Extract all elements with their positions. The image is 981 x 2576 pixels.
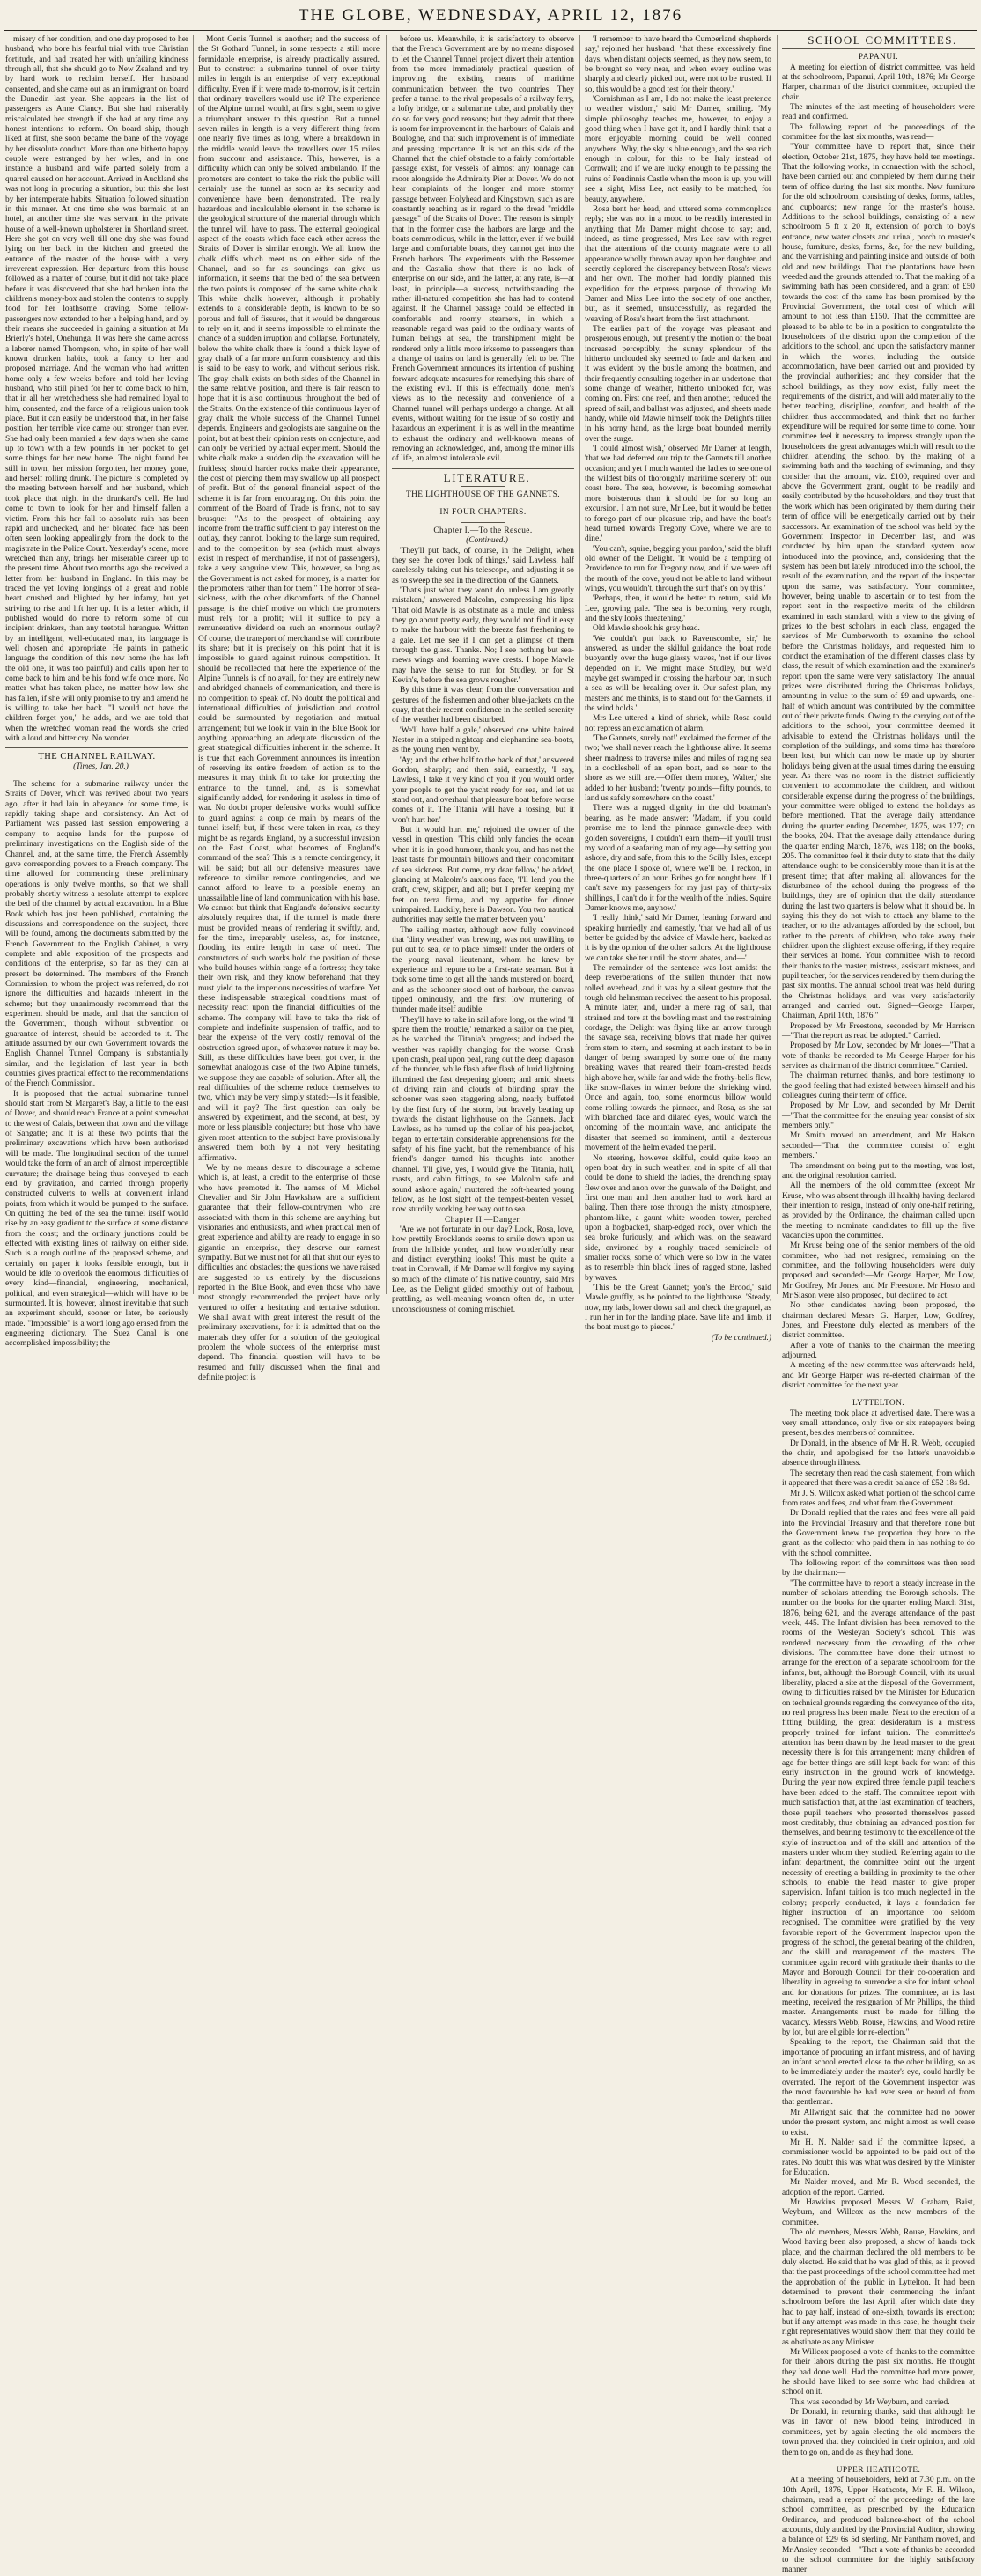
column-divider bbox=[386, 35, 387, 1294]
chapter-heading: Chapter I.—To the Rescue. bbox=[433, 526, 533, 535]
column-2 bbox=[198, 35, 380, 1383]
to-be-continued: (To be continued.) bbox=[711, 1333, 771, 1343]
story-paragraph: Old Mawle shook his gray head. bbox=[593, 624, 700, 634]
story-paragraph: There was a rugged dignity in the old boatman's bearing, as he made answer: 'Madam, if you could promise me to lend the pinnace gunwale-deep with golden sovereigns, I couldn't earn them—if you'll trust my word of a seafaring man of my age—by setting you ashore, dry and safe, from this to the Scilly Isles, except the one place I spoke of, where we'll be, I reckon, in three-quarters of an hour. Bribes go for nought here. If I can't save my passengers for my just pay of thirty-six shillings, I can't do it for the wealth of the Indies. Squire Damer knows me, anyhow.' bbox=[585, 804, 771, 913]
subheading-lyttelton: LYTTELTON. bbox=[852, 1399, 905, 1409]
story-title: THE LIGHTHOUSE OF THE GANNETS. bbox=[405, 490, 561, 500]
story-subtitle: IN FOUR CHAPTERS. bbox=[439, 508, 527, 518]
report-paragraph: Mr Willcox proposed a vote of thanks to the committee for their labors during the past six months. He thought they had done well. Had the committee had more power, he should have liked to see some who had children at school on it. bbox=[782, 2348, 975, 2397]
report-paragraph: Mr H. N. Nalder said if the committee lapsed, a commissioner would be appointed to be paid out of the rates. No doubt this was what was desired by the Minister for Education. bbox=[782, 2138, 975, 2177]
report-paragraph: The minutes of the last meeting of householders were read and confirmed. bbox=[782, 103, 975, 122]
report-paragraph: The following report of the proceedings of the committee for the last six months, was read— bbox=[782, 122, 975, 143]
report-paragraph: The amendment on being put to the meeting, was lost, and the original resolution carried. bbox=[782, 1161, 975, 1181]
section-heading-literature: LITERATURE. bbox=[443, 470, 531, 484]
report-paragraph: No other candidates having been proposed, the chairman declared Messrs G. Harper, Low, Godfrey, Jones, and Freestone duly elected as members of the district committee. bbox=[782, 1301, 975, 1341]
story-paragraph: 'That's just what they won't do, unless I am greatly mistaken,' answered Malcolm, compressing his lips: 'That old Mawle is as obstinate as a mule; and unless they go about pretty early, they would not find it easy to make the harbour with the breeze fast freshening to a gale. Let me see if I can get a glimpse of them through the glass. Thanks. No; I see nothing but sea-mews wings and foaming wave crests. I hope Mawle may have the sense to run for Studley, or for St Kevin's, before the sea grows rougher.' bbox=[392, 585, 574, 685]
column-3 bbox=[392, 35, 574, 1314]
section-rule bbox=[5, 747, 188, 748]
report-paragraph: A meeting for election of district committee, was held at the schoolroom, Papanui, April 10th, 1876; Mr George Harper, chairman of the district committee, occupied the chair. bbox=[782, 63, 975, 102]
column-4 bbox=[585, 35, 771, 1343]
masthead-title: THE GLOBE, WEDNESDAY, APRIL 12, 1876 bbox=[298, 6, 683, 25]
story-paragraph: 'Perhaps, then, it would be better to return,' said Mr Lee, growing pale. 'The sea is becoming very rough, and the sky looks threatening.' bbox=[585, 594, 771, 623]
report-paragraph: The following report of the committees was then read by the chairman:— bbox=[782, 1558, 975, 1579]
story-paragraph: 'Cornishman as I am, I do not make the least pretence to weather wisdom,' said Mr Damer, smiling. 'My simple philosophy teaches me, however, to enjoy a good thing when I have got it, and I hardly think that a more enjoyable morning could be well conned anywhere. Why, the sky is blue enough, and the sea rich enough in colour, for this to be Italy instead of Cornwall; and if we are lucky enough to be passing the ruins of Pendinnis Castle when the moon is up, you will see a sight, Miss Lee, not easily to be matched, for beauty, anywhere.' bbox=[585, 95, 771, 204]
story-paragraph: The remainder of the sentence was lost amidst the deep reverberations of the sullen thunder that now rolled overhead, and it was by a silent gesture that the tough old helmsman received the assent to his proposal. A minute later, and, under a mere rag of sail, that strained and tore at the bowling mast and the restraining cordage, the Delight was flying like an arrow through the savage sea, receiving blows that made her quiver from stem to stern, and seeming at each instant to be in danger of being swamped by some one of the many breaking waves that reared their foam-crested heads high above her, while far and wide the frothy-bells flew, like snow-flakes in winter before the shrieking wind. Once and again, too, some enormous billow would come rolling towards the pinnace, and Rosa, as she sat with blanched face and dilated eyes, would watch the oncoming of the mountain wave, and anticipate the disaster that seemed so imminent, until a dexterous movement of the helm evaded the peril. bbox=[585, 963, 771, 1153]
report-paragraph: Mr Nalder moved, and Mr R. Wood seconded, the adoption of the report. Carried. bbox=[782, 2178, 975, 2197]
report-paragraph: Dr Donald, in returning thanks, said that although he was in favor of new blood being introduced in committees, yet by again electing the old members the town proved that they coincided in their opinion, and told them to go on, and do as they had done. bbox=[782, 2408, 975, 2457]
subheading-upper-heathcote: UPPER HEATHCOTE. bbox=[836, 2465, 921, 2475]
report-paragraph: The chairman returned thanks, and bore testimony to the good feeling that had existed between himself and his colleagues during their term of office. bbox=[782, 1071, 975, 1101]
story-paragraph: But it would hurt me,' rejoined the owner of the vessel in question. 'This child only fancies the ocean when it is in good humour, thank you, and has not the least taste for mountain billows and their concomitant of sea sickness. But come, my dear fellow,' he added, glancing at Malcolm's anxious face, 'I'll lend you the craft, crew, skipper, and all; but I prefer keeping my feet on terra firma, and my appetite for dinner unimpaired. Luckily, here is Dawson. You two nautical authorities may settle the matter between you.' bbox=[392, 826, 574, 925]
column-1 bbox=[5, 35, 188, 1349]
article-paragraph: We by no means desire to discourage a scheme which is, at least, a credit to the enterprise of those who have promoted it. The names of M. Michel Chevalier and Sir John Hawkshaw are a sufficient guarantee that their fellow-countrymen who are associated with them in this scheme are anything but visionaries and enthusiasts, and when practical men of great experience and ability are ready to engage in so gigantic an enterprise, they deserve our earnest sympathy. But we must not for all that shut our eyes to difficulties and obstacles; the questions we have raised are suggested to us entirely by the discussions reported in the Blue Book, and even those who have most strongly recommended the project have only ventured to offer a hesitating and tentative solution. We shall await with great interest the result of the preliminary excavations, for it is admitted that on the materials they offer for a solution of the geological problem the whole success of the enterprise must depend. The financial question will have to be resumed and fully discussed when the final and definite project is bbox=[198, 1163, 380, 1383]
story-paragraph: Mrs Lee uttered a kind of shriek, while Rosa could not repress an exclamation of alarm. bbox=[585, 714, 771, 733]
report-paragraph: The meeting took place at advertised date. There was a very small attendance, only five or six ratepayers being present, besides members of committee. bbox=[782, 1409, 975, 1439]
report-paragraph: Mr J. S. Willcox asked what portion of the school came from rates and fees, and what from the Government. bbox=[782, 1489, 975, 1508]
article-paragraph: misery of her condition, and one day proposed to her husband, who bore his fearful trial with true Christian fortitude, and had treated her with unfailing kindness through all, that she should go to New Zealand and try by hard work to reclaim herself. Her husband consented, and she came out as an immigrant on board the Dunedin last year. She appears in the list of passengers as Anne Clancy. But she had miserably miscalculated her strength if she had at any time any honest intentions to reform. On board ship, though liked at first, she soon became the bane of the voyage by her dissolute conduct. More than one hitherto happy couple were estranged by her wiles, and in one instance a husband and wife parted solely from a quarrel caused on her account. Arrived in Auckland she was not long in procuring a situation, but this she lost by her intemperate habits. Situation followed situation in this manner. At one time she was barmaid at an hotel, at another time she was servant in the private house of a well-known upholsterer in Shortland street. Here she got on very well till one day she was found lying on her back in the kitchen and greeted the entrance of the master of the house with a very irreverent expression. Her departure from this house followed as a matter of course, but it did not take place before it was discovered that she had broken into the children's money-box and stolen the contents to supply food for her loathsome craving. Some fellow-passengers now extended to her a helping hand, and by their means she succeeded in gaining a situation at Mr Brierly's hotel, Onehunga. It was here she came across a laborer named Thompson, who, in spite of her well known drunken habits, took a fancy to her and proposed marriage. And the woman who had written home only a few weeks before and told her loving husband, who still pined for her to come back to him, that in all her wretchedness she had remained loyal to him, consented, and the farce of a religious union took place. But it can easily be understood that, in her false position, her terrible vice came out stronger than ever. She had only been married a few days when she came up to town with a few pounds in her pocket to get some things for her new home. The night found her still in town, her mission forgotten, her money gone, and herself rolling drunk. The picture is completed by the meeting between herself and her husband, which took place that night in the drunkard's cell. He had come to town to look for her and himself fallen a victim. From this her fall to absolute ruin has been rapid and unchecked, and her bloated face has been often seen looking appealingly from the dock to the magistrate in the Police Court. Yesterday's scene, more wretched than any, brings her miserable career up to the present time. About two months ago she received a letter from her husband in England. In this may be traced the yet loving longings of a great and noble heart crushed and blighted by her infamy, but yet striving to rise and lift her up. It is a letter which, if published would do more to reform some of our incipient drinkers, than any teetotal harangue. Written by an intelligent, well-educated man, its language is well chosen and appropriate. He paints in pathetic language the condition of this new home (he has left the old one, it was too painful) and calls upon her to come back to him and be his fond wife once more. No matter what has taken place, no matter how low she has fallen, if she will only promise to try and amend he is willing to take her back. "I would not have the children forget you," he adds, and we are told that when the wretched woman read the words she cried with a loud and bitter cry. No wonder. bbox=[5, 35, 188, 744]
report-paragraph: All the members of the old committee (except Mr Kruse, who was absent through ill health) having declared their intention to resign, instead of only one-half retiring, as provided by the Ordinance, the chairman called upon the meeting to nominate candidates to fill up the five vacancies upon the committee. bbox=[782, 1181, 975, 1240]
subheading-papanui: PAPANUI. bbox=[858, 53, 899, 63]
story-paragraph: 'I remember to have heard the Cumberland shepherds say,' rejoined her husband, 'that these excessively fine days, when distant objects seemed, as they now seem, to be brought so very near, and when every outline was sharply and clearly picked out, were not to be trusted. If so, this would be a good test for their theory.' bbox=[585, 35, 771, 94]
story-paragraph: 'Are we not fortunate in our day? Look, Rosa, love, how prettily Brocklands seems to smile down upon us from the hillside yonder, and how wonderfully near and distinct everything looks! This must be quite a treat in Cornwall, if Mr Damer will forgive my saying so much of the climate of his native country,' said Mrs Lee, as the Delight glided smoothly out of harbour, prattling, as well-meaning women often do, in utter unconsciousness of coming mischief. bbox=[392, 1225, 574, 1314]
article-heading-channel-railway: THE CHANNEL RAILWAY. bbox=[38, 752, 156, 762]
report-paragraph: Mr Allwright said that the committee had no power under the present system, and might almost as well cease to exist. bbox=[782, 2108, 975, 2138]
report-paragraph: Mr Kruse being one of the senior members of the old committee, who had not resigned, remaining on the committee, and the following householders were duly proposed and seconded:—Mr George Harper, Mr Low, Mr Godfrey, Mr Jones, and Mr Freestone. Mr Hosto and Mr Slason were also proposed, but declined to act. bbox=[782, 1241, 975, 1300]
report-paragraph: "Your committee have to report that, since their election, October 21st, 1875, they have held ten meetings. That the following works, in connection with the school, have been carried out and completed by them during their term of office during the last six months. New furniture for the old schoolroom, consisting of desks, forms, tables, and cupboards; new range for the master's house. Additions to the school buildings, consisting of a new schoolroom 5 ft x 20 ft, extension of porch to boy's entrance, new water closets and urinal, porch to master's house, furniture, desks, forms, &c, for the new building, and the varnishing and painting inside and outside of both old and new buildings. That the plantations have been weeded and the grounds attended to. That the making of a swimming bath has been considered, and a grant of £50 towards the cost of the same has been promised by the Provincial Government, the total cost of which will amount to not less than £150. That the committee are pleased to be able to be in a position to congratulate the householders of the district upon the completion of the additions to the school, and upon the satisfactory manner in which the works, including the outside accommodation, have been carried out and provided by the provincial authorities; and they consider that the school buildings, as they now exist, fully meet the requirements of the district, and will add materially to the better teaching, discipline, comfort, and health of the children thus accommodated, and think that no further expenditure will be required for some time to come. Your committee feel it necessary to impress strongly upon the householders the great advantages which will result to the children attending the school by the making of a swimming bath and the teaching of swimming, and they consider that the amount, viz. £100, required over and above the Government grant, ought to be readily and easily contributed by the householders, and they trust that the work which has been originated by them during their term of office will be energetically carried out by their successors. An examination of the school was held by the Government Inspector in December last, and was conducted by him upon the standard system now introduced into the province, and, considering that the system has been but lately introduced into the school, the result of the examination, and the report of the inspector upon the same, was satisfactory. Your committee, however, being unable to ascertain or to test from the report sent in the respective merits of the children examined in each standard, with a view to the giving of prizes to the best scholars in each class, engaged the services of Mr Cumberworth to examine the school before the Christmas holidays, and requested him to conduct the examination of the different classes class by class, the result of which examination and the examiner's report upon the same were very satisfactory. The annual prizes were distributed during the Christmas holidays, amounting in value to the sum of £9 and upwards, one-half of which amount was contributed by the committee out of their private funds. Owing to the carrying out of the additions to the school, your committee deemed it advisable to extend the Christmas holidays until the completion of the buildings, and some time has therefore been lost, but which can now be made up by shorter holidays being given at the usual times during the ensuing year. As there was no room in the district sufficiently convenient to accommodate the children, and without considerable expense during the progress of the buildings, your committee were obliged to extend the holidays as before mentioned. That the average daily attendance during the quarter ending December, 1875, was 127; on the books, 204. That the average daily attendance during the quarter ending March, 1876, was 118; on the books, 205. The committee feel it their duty to state that the daily attendance ought to be considerably more than it is at the present time; that after making all allowances for the disturbance of the school during the progress of the buildings, they are of opinion that the daily attendance during the last two quarters is below what it should be. In saying this they do not wish to attach any blame to the teacher, or to the advantages afforded by the school, but rather to the parents of children, who take away their children upon the slightest excuse offering, if they require their services at home. Your committee wish to record their thanks to the master, mistress, assistant mistress, and pupil teacher, for the services rendered by them during the past six months. The annual school treat was held during the Christmas holidays, and was very satisfactorily arranged and carried out. Signed—George Harper, Chairman, April 10th, 1876." bbox=[782, 143, 975, 1021]
report-paragraph: After a vote of thanks to the chairman the meeting adjourned. bbox=[782, 1341, 975, 1361]
story-paragraph: Rosa bent her head, and uttered some commonplace reply; she was not in a mood to be readily interested in anything that Mr Damer might choose to say; and, indeed, as time progressed, Mrs Lee saw with regret that the attentions of the county magnate were to all appearance wholly thrown away upon her daughter, and secretly deplored the discrepancy between Rosa's views and her own. The mother had fondly planned this expedition for the express purpose of throwing Mr Damer and Miss Lee into the society of one another, but, as it seemed, unsuccessfully, as regarded the weaving of Rosa's heart from the first attachment. bbox=[585, 204, 771, 324]
chapter-heading: Chapter II.—Danger. bbox=[445, 1215, 521, 1225]
section-rule bbox=[392, 468, 574, 469]
story-paragraph: 'This be the Great Gannet; yon's the Brood,' said Mawle gruffly, as he pointed to the lighthouse. 'Steady, now, my lads, lower down sail and check the grapnel, as I run her in for the landing place. Save life and limb, if the boat must go to pieces.' bbox=[585, 1283, 771, 1333]
report-paragraph: "The committee have to report a steady increase in the number of scholars attending the Borough schools. The number on the books for the quarter ending March 31st, 1876, being 621, and the average attendance of the past week, 445. The Infant division has been removed to the rooms of the Wesleyan Society's school. This was rendered necessary from the crowding of the other divisions. The committee have done their utmost to arrange for the erection of a separate schoolroom for the infants, but, although the Borough Council, with its usual liberality, placed a site at the disposal of the Government, owing to difficulties raised by the Minister for Education on technical grounds regarding the conveyance of the site, no real progress has been made. Next to the erection of a fitting building, the great desideratum is a mistress properly trained for infant tuition. The committee's attention has been drawn by the head master to the great necessity there is for this arrangement; many children of age for better things are still kept back for want of this early instruction in the ground work of knowledge. During the year now expired three female pupil teachers have been added to the staff. The committee report with much satisfaction that, at the last examination of teachers, those pupil teachers who presented themselves passed most creditably, thus obtaining an advanced position for themselves, and bearing testimony to the excellence of the style of instruction and of the skill and attention of the masters under whom they studied. Referring again to the infant department, the committee point out the urgent necessity of erecting a building in proximity to the other schools, to enable the head master to give proper supervision. Infant tuition is too much neglected in the colony; properly conducted, it lays a foundation for higher instruction of an importance too seldom recognised. The committee were gratified by the very favorable report of the Government Inspector upon the progress of the school, the general bearing of the children, and the skill and management of the masters. The committee again record with gratitude their thanks to the Mayor and Borough Council for their co-operation and liberality in agreeing to surrender a site for infant school and for donations for prizes. The committee, at its last meeting, received the resignation of Mr Phillips, the third master. Arrangements must be made for filling the vacancy. Messrs Webb, Rouse, Hawkins, and Wood retire by lot, but are eligible for re-election." bbox=[782, 1579, 975, 2038]
article-paragraph: before us. Meanwhile, it is satisfactory to observe that the French Government are by no means disposed to let the Channel Tunnel project divert their attention from the more immediately practical question of improving the existing means of maritime communication between the two countries. They prefer a tunnel to the rival proposals of a railway ferry, a lofty bridge, or a submarine tube, and probably they do so for very good reasons; but they admit that there is room for improvement in the harbours of Calais and Boulogne, and that such improvement is of immediate and pressing importance. It is not on this side of the Channel that the chief obstacle to a fairly comfortable passage exist, for vessels of almost any tonnage can moor alongside the Admiralty Pier at Dover. We do not hear complaints of the longer and more stormy passage between Holyhead and Kingstown, such as are constantly reaching us in regard to the dread "middle passage" of the Straits of Dover. The reason is simply that in the former case the harbors are large and the boats commodious, while in the latter, even if we build large and comfortable boats, they cannot get into the French harbors. The experiments with the Bessemer and the Castalia show that there is no lack of enterprise on our side, and the latter, at any rate, is—at least, in principle—a success, notwithstanding the rather ill-natured competition she has had to contend against. If the Channel passage could be effected in comfortable and roomy steamers, in which a reasonable regard was paid to the ordinary wants of human beings at sea, the transhipment might be rendered only a little more irksome to passengers than a change of trains on land is generally felt to be. The French Government announces its intention of pushing forward adequate measures for remedying this share of the existing evil. If this is effectually done, men's views as to the necessity and convenience of a Channel tunnel will perhaps undergo a change. At all events, without waiting for the issue of so costly and hazardous an experiment, it is as well in the meantime to exhaust the ordinary and well-known means of removing an acknowledged, and, among the minor ills of life, an almost intolerable evil. bbox=[392, 35, 574, 464]
column-divider bbox=[579, 35, 580, 1294]
story-paragraph: By this time it was clear, from the conversation and gestures of the fishermen and other blue-jackets on the quay, that their recent confidence in the settled serenity of the weather had been disturbed. bbox=[392, 686, 574, 725]
story-paragraph: The sailing master, although now fully convinced that 'dirty weather' was brewing, was not unwilling to put out to sea, or to place himself under the orders of the young naval lieutenant, whom he knew by experience and repute to be a first-rate seaman. But it took some time to get all the hands mustered on board, and as the schooner stood out of harbour, the canvas tipped ominously, and the first low muttering of thunder made itself audible. bbox=[392, 925, 574, 1015]
story-paragraph: 'The Gannets, surely not!' exclaimed the former of the two; 'we shall never reach the lighthouse alive. It seems sheer madness to traverse miles and miles of raging sea in a cockleshell of an open boat, and so near to the shore as we still are.—Offer them money, Walter,' she added to her husband; 'twenty pounds—fifty pounds, to land us safely somewhere on the coast.' bbox=[585, 734, 771, 804]
article-source: (Times, Jan. 20.) bbox=[73, 762, 129, 771]
short-rule bbox=[461, 522, 505, 523]
report-paragraph: Mr Smith moved an amendment, and Mr Halson seconded—"That the committee consist of eight members." bbox=[782, 1131, 975, 1161]
column-divider bbox=[193, 35, 194, 1294]
story-paragraph: No steering, however skilful, could quite keep an open boat dry in such weather, and in spite of all that could be done to shield the ladies, the drenching spray flew over and anon over the gunwale of the Delight, and first one man and then another had to work hard at baling. Then there rose through the misty atmosphere, phantom-like, a gaunt white wooden tower, perched upon a hogbacked, sharp-edged rock, over which the sea broke furiously, and which was, on the seaward side, environed by a roughly traced semicircle of smaller rocks, some of which were so low in the water as to resemble thin black lines of ragged stone, lashed by waves. bbox=[585, 1153, 771, 1283]
report-paragraph: Dr Donald, in the absence of Mr H. R. Webb, occupied the chair, and apologised for the latter's unavoidable absence through illness. bbox=[782, 1439, 975, 1468]
report-paragraph: A meeting of the new committee was afterwards held, and Mr George Harper was re-elected chairman of the district committee for the next year. bbox=[782, 1361, 975, 1391]
story-paragraph: 'We'll have half a gale,' observed one white haired Nestor in a striped nightcap and elephantine sea-boots, as the young men went by. bbox=[392, 725, 574, 755]
report-paragraph: Proposed by Mr Low, and seconded by Mr Derrit—"That the committee for the ensuing year consist of six members only." bbox=[782, 1101, 975, 1131]
article-paragraph: Mont Cenis Tunnel is another; and the success of the St Gothard Tunnel, in some respects a still more formidable enterprise, is already practically assured. But to construct a submarine tunnel of over thirty miles in length is an enterprise of very exceptional difficulty. Even if it were made to-morrow, is it certain that ordinary travellers would use it? The experience of the Alpine tunnel would, at first sight, seem to give a triumphant answer to this question. But a tunnel seven miles in length is a very different thing from one nearly five times as long, where a breakdown in the middle would leave the travellers over 15 miles from succour and assistance. This, however, is a difficulty which can only be solved ambulando. If the promoters are content to take the risk the public will certainly use the tunnel as soon as its security and convenience have been demonstrated. The really hazardous and incalculable element in the scheme is the geological structure of the material through which the tunnel will have to pass. The external geological aspect of the coasts which face each other across the Straits of Dover is similar enough. We all know the chalk cliffs which meet us on either side of the Channel, and so far as soundings can give us information, it seems that the bed of the sea between the two points is composed of the same white chalk. This white chalk however, although it probably extends to a considerable depth, is known to be so porous and full of fissures, that it would be dangerous to rely on it, and it seems impossible to eliminate the chance of a sudden irruption and collapse. Fortunately, below the white chalk there is found a thick layer of gray chalk of a far more uniform consistency, and this is said to be easy to work, and without serious risk. The gray chalk exists on both sides of the Channel in the same relative position, and there is fair reason to hope that it is also continuous throughout the bed of the Straits. On the existence of this continuous layer of gray chalk the whole success of the Channel Tunnel depends. Engineers and geologists are sanguine on the point, but at best their opinion rests on conjecture, and can only be verified by actual experiment. Should the white chalk make a sudden dip the excavation will be fruitless; should harder rocks make their appearance, the cost of piercing them may swallow up all prospect of profit. But of the general financial aspect of the scheme it is far from encouraging. On this point the comment of the Board of Trade is frank, not to say brusque:—"As to the prospect of obtaining any income from the traffic sufficient to pay interest on the outlay, they cannot, looking to the large sum required, and to the competition by sea (which must always exist in respect of merchandise, if not of passengers), take a very sanguine view. This, however, so long as the Government is not asked for money, is a matter for the promoters rather than for them." The horror of sea-sickness, with the other discomforts of the Channel passage, is the chief motive on which the promoters must rely for a profit; will it suffice to pay a remunerative dividend on such an enormous outlay? Of course, the transport of merchandise will contribute its share; but it is precisely on this point that it is impossible to guard against ruinous competition. It should be recollected that here the experience of the Alpine Tunnels is of no avail, for they are entirely new and abridged channels of communication, and there is no competition to speak of. No doubt the political and international difficulties of jurisdiction and control could be surmounted by negotiation and mutual arrangement; but we look in vain in the Blue Book for anything approaching an adequate discussion of the great strategical difficulties inherent in the scheme. It is true that each Government announces its intention of reserving its entire freedom of action as to the measures it may think fit to take for protecting the entrance to the tunnel, and, as is somewhat significantly added, for rendering it useless in time of war. No doubt proper defensive works would suffice to guard against a coup de main by means of the tunnel itself; but, if these were taken in rear, as they might be as regards England, by a successful invasion on the East Coast, what becomes of England's command of the sea? This is a remote contingency, it will be said; but all our defensive measures have reference to similar remote contingencies, and we cannot afford to leave to a possible enemy an unassailable line of land communication with his base. We cannot but think that England's defensive security absolutely requires that, if the tunnel is made there must be provided means of rendering it swiftly, and, for the time, irreparably useless, as, for instance, flooding its entire length in case of need. The constructors of such works hold the position of those who build houses within range of a fortress; they take their own risk, and they know beforehand that they must yield to the imperious necessities of warfare. Yet these indispensable strategical conditions must of necessity react upon the financial difficulties of the scheme. The company will have to take the risk of complete and indefinite suspension of traffic, and to bear the expense of the very costly removal of the obstruction agreed upon, of whatever nature it may be. Still, as these difficulties have been got over, in the somewhat analogous case of the two Alpine tunnels, we suppose they are capable of solution. After all, the real difficulties of the scheme reduce themselves to two, which may be very simply stated:—Is it feasible, and will it pay? The first question can only be answered by experiment, and the second, at best, by more or less plausible conjecture; but those who have given most attention to the subject have provisionally answered them both by a not very hesitating affirmative. bbox=[198, 35, 380, 1163]
story-paragraph: 'I really think,' said Mr Damer, leaning forward and speaking hurriedly and earnestly, 'that we had all of us better be guided by the advice of Mawle here, backed as it is by the opinion of the other sailors. At the lighthouse we can take shelter until the storm abates, and—' bbox=[585, 914, 771, 963]
column-5 bbox=[782, 33, 975, 2575]
continued-note: (Continued.) bbox=[466, 536, 508, 546]
story-paragraph: 'I could almost wish,' observed Mr Damer at length, 'that we had deferred our trip to the Gannets till another occasion; and yet I much wanted the ladies to see one of the wildest bits of thoroughly maritime scenery off our coast here. The sea, however, is becoming somewhat more boisterous than it should be for so long an excursion. I am not sure, Mr Lee, but it would be better to forego part of our pleasure trip, and have the boat's head turned towards Tregony Cove, where we are to dine.' bbox=[585, 445, 771, 544]
report-paragraph: Proposed by Mr Freestone, seconded by Mr Harrison—"That the report as read be adopted." Carried. bbox=[782, 1021, 975, 1041]
report-paragraph: This was seconded by Mr Weyburn, and carried. bbox=[790, 2397, 950, 2407]
article-paragraph: The scheme for a submarine railway under the Straits of Dover, which was revived about two years ago, after it had lain in abeyance for some time, is rapidly taking shape and consistency. An Act of Parliament was passed last session empowering a company to acquire lands for the purpose of preliminary investigations on the English side of the Channel, and, at the same time, the French Assembly gave corresponding powers to a French company. The time allowed for commencing these preliminary operations is only twelve months, so that we shall probably shortly witness a resolute attempt to explore the bed of the channel by actual excavation. In a Blue Book which has just been published, containing the discussions and correspondence on the subject, there will be found, among the documents submitted by the French Government to the English Cabinet, a very complete and able exposition of the prospects and conditions of the enterprise, so far as they can at present be determined. The members of the French Commission, to whom the project was referred, do not ignore the difficulties and hazards inherent in the scheme; but they unanimously recommend that the experiment should be made, and that the sanction of the Government, though without subvention or guarantee of interest, should be accorded to it. The attitude assumed by our own Government towards the English Channel Tunnel Company is substantially similar, and the legislation of last year in both countries gives practical effect to the recommendations of the French Commission. bbox=[5, 780, 188, 1089]
story-paragraph: 'They'll have to take in sail afore long, or the wind 'll spare them the trouble,' remarked a sailor on the pier, as he watched the Titania's progress; and indeed the weather was rapidly changing for the worse. Crash upon crash, peal upon peal, rang out the deep diapason of the thunder, while flash after flash of lurid lightning illumined the fast deepening gloom; and amid sheets of driving rain and clouds of blinding spray the schooner was seen staggering along, nearly buffeted by the first fury of the storm, but bravely beating up towards the distant lighthouse on the Gannets. Jack Lawless, as he turned up the collar of his pea-jacket, began to entertain considerable apprehensions for the safety of his fine yacht, but the remembrance of his friend's danger turned his thoughts into another channel. 'I'll give, yes, I would give the Titania, hull, masts, and cabin fittings, to see Malcolm safe and sound ashore again,' muttered the soft-hearted young fellow, as he lost sight of the tempest-beaten vessel, now sturdily working her way out to sea. bbox=[392, 1015, 574, 1215]
section-rule bbox=[782, 48, 975, 49]
story-paragraph: 'We couldn't put back to Ravenscombe, sir,' he answered, as under the skilful guidance the boat rode buoyantly over the huge glassy waves, 'not if our lives depended on it. We might make Studley, but we'd maybe get swamped in crossing the harbour bar, in such a sea as will be breaking over it. Our safest plan, my masters and me thinks, is to stand out for the Gannets, if the wind holds.' bbox=[585, 634, 771, 714]
report-paragraph: Dr Donald replied that the rates and fees were all paid into the Provincial Treasury and that therefore none but the Government knew the proportion they bore to the grant, as the collector who paid them in has nothing to do with the school committee. bbox=[782, 1509, 975, 1558]
report-paragraph: Mr Hawkins proposed Messrs W. Graham, Baist, Weyburn, and Willcox as the new members of the committee. bbox=[782, 2197, 975, 2227]
short-rule bbox=[461, 486, 505, 487]
article-paragraph: It is proposed that the actual submarine tunnel should start from St Margaret's Bay, a little to the east of Dover, and should reach France at a point somewhat to the west of Calais, between that town and the village of Sangatte; and it is at these two points that the preliminary excavations which have been authorised will be made. The longitudinal section of the tunnel would take the form of an arch of almost imperceptible curvature; the drainage being thus conveyed to each end by gravitation, and carried through properly constructed culverts to wells at convenient inland points, from which it would be pumped to the surface. On quitting the bed of the sea the tunnel itself would rise by an easy gradient to the surface at some distance from the coast; and the ordinary junctions could be effected with existing lines of railway on either side. Such is a rough outline of the proposed scheme, and certainly on paper it looks feasible enough, but it would be idle to overlook the enormous difficulties of every kind—financial, engineering, mechanical, political, and even strategical—which will have to be surmounted. It is, however, almost inevitable that such an experiment should, sooner or later, be seriously made. "Impossible" is a word long ago erased from the engineering dictionary. The Suez Canal is one accomplished impossibility; the bbox=[5, 1089, 188, 1349]
masthead bbox=[0, 0, 981, 32]
story-paragraph: 'They'll put back, of course, in the Delight, when they see the cover look of things,' said Lawless, half carelessly taking out his telescope, and adjusting it so as to sweep the sea in the direction of the Gannets. bbox=[392, 546, 574, 585]
story-paragraph: The earlier part of the voyage was pleasant and prosperous enough, but presently the motion of the boat increased perceptibly, the sunny splendour of the hitherto unclouded sky seemed to fade and darken, and it was evident by the bustle among the boatmen, and their frequently consulting together in an undertone, that some change of weather, hitherto unlooked for, was coming on. First one reef, and then another, reduced the spread of sail, and ballast was adjusted, and sheets made handy, while old Mawle himself took the Delight's tiller in his horny hand, as the large boat bounded merrily over the surge. bbox=[585, 324, 771, 444]
report-paragraph: At a meeting of householders, held at 7.30 p.m. on the 10th April, 1876, Upper Heathcote, Mr F. H. Wilson, chairman, read a report of the proceedings of the late school committee, as prescribed by the Education Ordinance, and produced balance-sheet of the school accounts, duly audited by the Provincial Auditor, showing a balance of £29 6s 5d sterling. Mr Fantham moved, and Mr Ansley seconded—"That a vote of thanks be accorded to the school committee for the highly satisfactory manner bbox=[782, 2476, 975, 2575]
column-divider bbox=[777, 35, 778, 1294]
section-heading-school-committees: SCHOOL COMMITTEES. bbox=[808, 33, 957, 47]
report-paragraph: The secretary then read the cash statement, from which it appeared that there was a credit balance of £52 18s 9d. bbox=[782, 1468, 975, 1489]
story-paragraph: 'You can't, squire, begging your pardon,' said the bluff old owner of the Delight. 'It would be a tempting of Providence to run for Tregony now, and if we were off the mouth of the cove, you'd not be able to land without wings, you wouldn't, through the surf that's on by this.' bbox=[585, 544, 771, 593]
report-paragraph: Speaking to the report, the Chairman said that the importance of procuring an infant mistress, and of having an infant school erected close to the other building, so as to be immediately under the master's eye, could hardly be overrated. The report of the Government inspector was the most favourable he had ever seen or heard of from that gentleman. bbox=[782, 2038, 975, 2108]
story-paragraph: 'Ay; and the other half to the back of that,' answered Gordon, sharply; and then said, earnestly, 'I say, Lawless, I take it very kind of you if you would order your people to get the yacht ready for sea, and let us stand out, and overhaul that pleasure boat before worse comes of it. The Titania will have a tossing, but it won't hurt her.' bbox=[392, 755, 574, 825]
masthead-rule bbox=[4, 30, 977, 31]
report-paragraph: Proposed by Mr Low, seconded by Mr Jones—"That a vote of thanks be recorded to Mr George Harper for his services as chairman of the district committee." Carried. bbox=[782, 1041, 975, 1071]
report-paragraph: The old members, Messrs Webb, Rouse, Hawkins, and Wood having been also proposed, a show of hands took place, and the chairman declared the old members to be duly elected. He said that he was glad of this, as it proved that the past proceedings of the school committee had met the approbation of the public in Lyttelton. It had been determined to prevent their commencing the infant schoolroom before the last April, after which date they had to pay half, instead of one-sixth, towards its erection; but if any attempt was made in this case, he thought their right representatives would show them that they could be as obstinate as any Minister. bbox=[782, 2227, 975, 2347]
